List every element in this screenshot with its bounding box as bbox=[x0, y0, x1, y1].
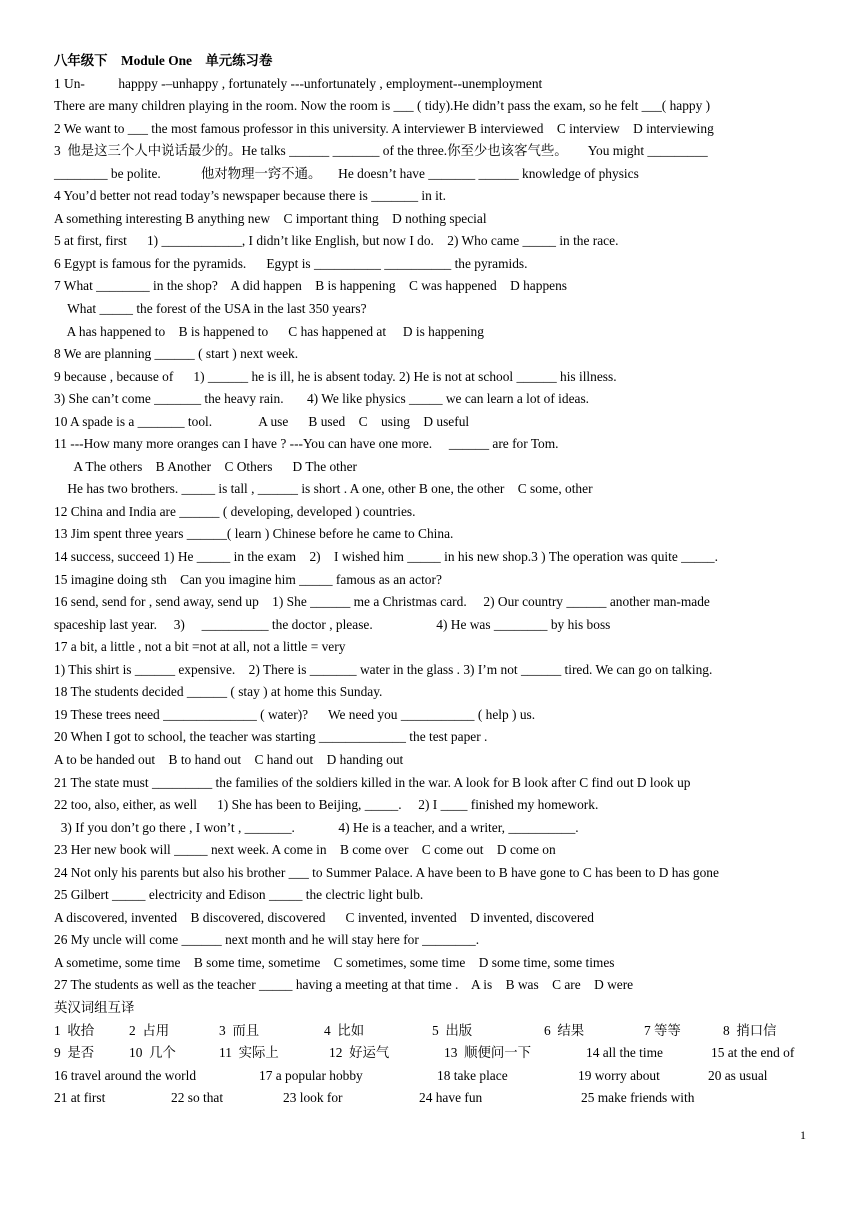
vocab-item: 6 结果 bbox=[544, 1022, 585, 1038]
vocab-row bbox=[54, 1042, 814, 1065]
vocab-item: 1 收拾 bbox=[54, 1022, 95, 1038]
vocab-item: 14 all the time bbox=[586, 1045, 663, 1061]
page-title: 八年级下 Module One 单元练习卷 bbox=[54, 53, 273, 68]
vocab-item: 3 而且 bbox=[219, 1022, 260, 1038]
text-line: A sometime, some time B some time, sometime C sometimes, some time D some time, some times bbox=[54, 954, 615, 970]
vocab-item: 11 实际上 bbox=[219, 1045, 279, 1061]
text-line: 3) She can’t come _______ the heavy rain. 4) We like physics _____ we can learn a lot of ideas. bbox=[54, 391, 590, 407]
vocab-item: 17 a popular hobby bbox=[259, 1067, 363, 1083]
text-line: 10 A spade is a _______ tool. A use B used C using D useful bbox=[54, 413, 470, 429]
vocab-item: 7 等等 bbox=[644, 1022, 681, 1038]
vocab-table bbox=[54, 1020, 814, 1110]
text-line: 26 My uncle will come ______ next month and he will stay here for ________. bbox=[54, 932, 480, 948]
text-line: 19 These trees need ______________ ( water)? We need you ___________ ( help ) us. bbox=[54, 706, 536, 722]
worksheet bbox=[54, 50, 814, 1110]
text-line: What _____ the forest of the USA in the last 350 years? bbox=[54, 301, 367, 317]
text-line: 13 Jim spent three years ______( learn ) Chinese before he came to China. bbox=[54, 526, 454, 542]
text-line: 5 at first, first 1) ____________, I didn’t like English, but now I do. 2) Who came _____ in the race. bbox=[54, 233, 619, 249]
vocab-item: 2 占用 bbox=[129, 1022, 170, 1038]
text-line: A has happened to B is happened to C has happened at D is happening bbox=[54, 323, 484, 339]
text-line: 9 because , because of 1) ______ he is ill, he is absent today. 2) He is not at school ______ his illness. bbox=[54, 368, 617, 384]
text-line: There are many children playing in the room. Now the room is ___ ( tidy).He didn’t pass the exam, so he felt ___( happy ) bbox=[54, 98, 711, 114]
vocab-item: 22 so that bbox=[171, 1090, 224, 1106]
text-line: 20 When I got to school, the teacher was starting _____________ the test paper . bbox=[54, 729, 488, 745]
text-line: 4 You’d better not read today’s newspaper because there is _______ in it. bbox=[54, 188, 446, 204]
text-line: 6 Egypt is famous for the pyramids. Egypt is __________ __________ the pyramids. bbox=[54, 255, 528, 271]
vocab-item: 25 make friends with bbox=[581, 1090, 695, 1106]
vocab-item: 18 take place bbox=[437, 1067, 508, 1083]
vocab-row bbox=[54, 1020, 814, 1043]
vocab-row bbox=[54, 1065, 814, 1088]
vocab-item: 15 at the end of bbox=[711, 1045, 795, 1061]
text-line: 英汉词组互译 bbox=[54, 999, 135, 1015]
vocab-item: 24 have fun bbox=[419, 1090, 483, 1106]
vocab-item: 8 捎口信 bbox=[723, 1022, 777, 1038]
vocab-item: 16 travel around the world bbox=[54, 1067, 197, 1083]
text-line: 24 Not only his parents but also his brother ___ to Summer Palace. A have been to B have gone to C has been to D has gone bbox=[54, 864, 719, 880]
text-line: 15 imagine doing sth Can you imagine him _____ famous as an actor? bbox=[54, 571, 442, 587]
vocab-item: 20 as usual bbox=[708, 1067, 768, 1083]
vocab-item: 4 比如 bbox=[324, 1022, 365, 1038]
text-line: A The others B Another C Others D The other bbox=[54, 458, 357, 474]
text-line: 17 a bit, a little , not a bit =not at all, not a little = very bbox=[54, 639, 346, 655]
text-line: 18 The students decided ______ ( stay ) at home this Sunday. bbox=[54, 684, 383, 700]
text-line: 1 Un- happpy -–unhappy , fortunately ---unfortunately , employment--unemployment bbox=[54, 75, 543, 91]
vocab-row bbox=[54, 1087, 814, 1110]
text-line: A something interesting B anything new C important thing D nothing special bbox=[54, 210, 487, 226]
vocab-item: 21 at first bbox=[54, 1090, 106, 1106]
page-number: 1 bbox=[800, 1128, 806, 1142]
text-line: spaceship last year. 3) __________ the doctor , please. 4) He was ________ by his boss bbox=[54, 616, 611, 632]
text-line: 21 The state must _________ the families of the soldiers killed in the war. A look for B look after C find out D look up bbox=[54, 774, 691, 790]
text-line: A to be handed out B to hand out C hand out D handing out bbox=[54, 751, 404, 767]
text-line: 8 We are planning ______ ( start ) next week. bbox=[54, 346, 299, 362]
text-line: 7 What ________ in the shop? A did happen B is happening C was happened D happens bbox=[54, 278, 567, 294]
vocab-item: 23 look for bbox=[283, 1090, 343, 1106]
text-line: 1) This shirt is ______ expensive. 2) There is _______ water in the glass . 3) I’m not ______ tired. We can go on talking. bbox=[54, 661, 713, 677]
exercise-lines bbox=[54, 73, 814, 1020]
text-line: A discovered, invented B discovered, discovered C invented, invented D invented, discovered bbox=[54, 909, 594, 925]
vocab-item: 13 顺便问一下 bbox=[444, 1045, 532, 1061]
text-line: 3) If you don’t go there , I won’t , _______. 4) He is a teacher, and a writer, __________. bbox=[54, 819, 579, 835]
vocab-item: 12 好运气 bbox=[329, 1045, 390, 1061]
text-line: 11 ---How many more oranges can I have ? ---You can have one more. ______ are for Tom. bbox=[54, 436, 559, 452]
text-line: 22 too, also, either, as well 1) She has been to Beijing, _____. 2) I ____ finished my homework. bbox=[54, 797, 599, 813]
text-line: 16 send, send for , send away, send up 1) She ______ me a Christmas card. 2) Our country ______ another man-made bbox=[54, 594, 710, 610]
text-line: 3 他是这三个人中说话最少的。He talks ______ _______ of the three.你至少也该客气些。 You might _________ bbox=[54, 143, 708, 159]
text-line: 14 success, succeed 1) He _____ in the exam 2) I wished him _____ in his new shop.3 ) The operation was quite _____. bbox=[54, 549, 718, 565]
text-line: 27 The students as well as the teacher _____ having a meeting at that time . A is B was C are D were bbox=[54, 977, 634, 993]
text-line: ________ be polite. 他对物理一窍不通。 He doesn’t have _______ ______ knowledge of physics bbox=[54, 165, 639, 181]
text-line: 12 China and India are ______ ( developing, developed ) countries. bbox=[54, 503, 416, 519]
vocab-item: 5 出版 bbox=[432, 1022, 473, 1038]
text-line: 23 Her new book will _____ next week. A come in B come over C come out D come on bbox=[54, 842, 556, 858]
vocab-item: 10 几个 bbox=[129, 1045, 176, 1061]
text-line: 2 We want to ___ the most famous professor in this university. A interviewer B interviewed C interview D interviewing bbox=[54, 120, 714, 136]
vocab-item: 19 worry about bbox=[578, 1067, 660, 1083]
text-line: He has two brothers. _____ is tall , ______ is short . A one, other B one, the other C some, other bbox=[54, 481, 593, 497]
vocab-item: 9 是否 bbox=[54, 1045, 95, 1061]
text-line: 25 Gilbert _____ electricity and Edison _____ the clectric light bulb. bbox=[54, 887, 424, 903]
